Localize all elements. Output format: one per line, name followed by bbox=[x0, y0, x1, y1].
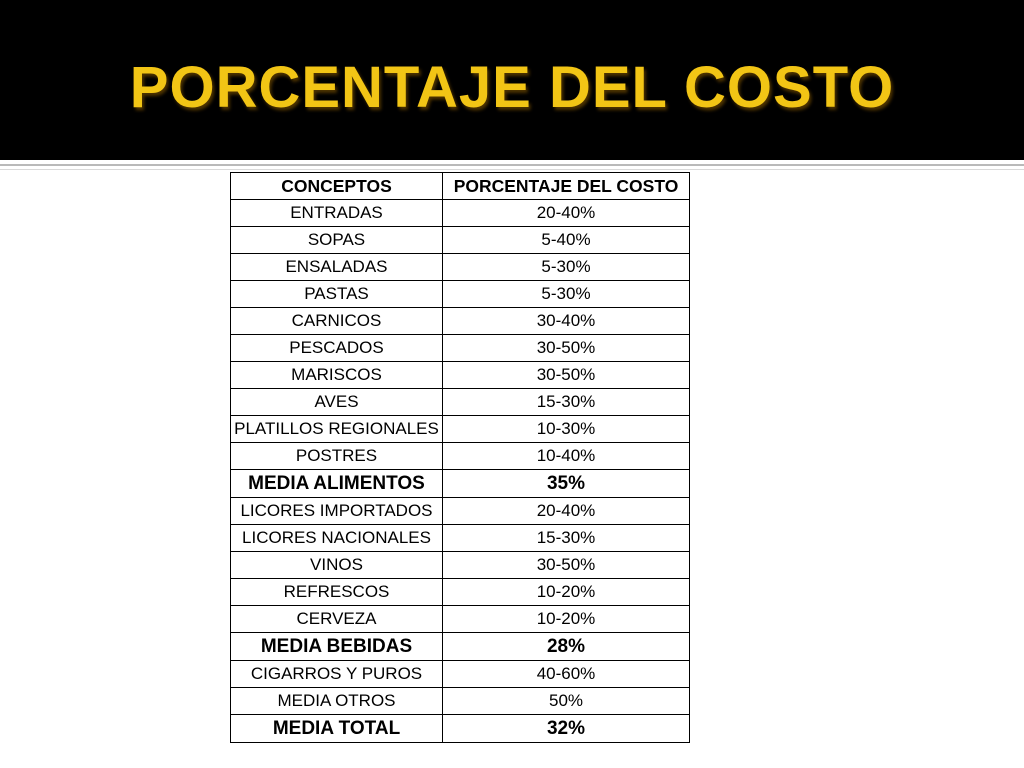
table-row bbox=[231, 389, 690, 416]
table-row bbox=[231, 525, 690, 552]
concept-cell: LICORES NACIONALES bbox=[231, 525, 443, 552]
concept-cell: CIGARROS Y PUROS bbox=[231, 661, 443, 688]
concept-cell: CARNICOS bbox=[231, 308, 443, 335]
percent-cell: 20-40% bbox=[443, 498, 690, 525]
percent-cell: 5-40% bbox=[443, 227, 690, 254]
separator-line bbox=[0, 164, 1024, 166]
table-row bbox=[231, 443, 690, 470]
percent-cell: 28% bbox=[443, 633, 690, 661]
table-row bbox=[231, 200, 690, 227]
table-row bbox=[231, 579, 690, 606]
concept-cell: LICORES IMPORTADOS bbox=[231, 498, 443, 525]
header-concepts: CONCEPTOS bbox=[231, 173, 443, 200]
percent-cell: 50% bbox=[443, 688, 690, 715]
table-row bbox=[231, 688, 690, 715]
percent-cell: 5-30% bbox=[443, 254, 690, 281]
percent-cell: 10-40% bbox=[443, 443, 690, 470]
table-header-row bbox=[231, 173, 690, 200]
summary-row bbox=[231, 633, 690, 661]
slide-title: PORCENTAJE DEL COSTO bbox=[129, 55, 895, 120]
summary-row bbox=[231, 715, 690, 743]
concept-cell: CERVEZA bbox=[231, 606, 443, 633]
percent-cell: 30-50% bbox=[443, 362, 690, 389]
table-row bbox=[231, 308, 690, 335]
table-row bbox=[231, 606, 690, 633]
percent-cell: 10-20% bbox=[443, 579, 690, 606]
table-row bbox=[231, 552, 690, 579]
concept-cell: PESCADOS bbox=[231, 335, 443, 362]
concept-cell: PLATILLOS REGIONALES bbox=[231, 416, 443, 443]
percent-cell: 32% bbox=[443, 715, 690, 743]
concept-cell: MEDIA TOTAL bbox=[231, 715, 443, 743]
concept-cell: ENTRADAS bbox=[231, 200, 443, 227]
table-row bbox=[231, 362, 690, 389]
table-row bbox=[231, 227, 690, 254]
concept-cell: POSTRES bbox=[231, 443, 443, 470]
cost-percentage-table bbox=[230, 172, 690, 743]
header-cost-percentage: PORCENTAJE DEL COSTO bbox=[443, 173, 690, 200]
table-row bbox=[231, 661, 690, 688]
table-row bbox=[231, 335, 690, 362]
concept-cell: MEDIA ALIMENTOS bbox=[231, 470, 443, 498]
percent-cell: 30-50% bbox=[443, 552, 690, 579]
table-body bbox=[231, 200, 690, 743]
percent-cell: 20-40% bbox=[443, 200, 690, 227]
percent-cell: 35% bbox=[443, 470, 690, 498]
percent-cell: 30-40% bbox=[443, 308, 690, 335]
concept-cell: REFRESCOS bbox=[231, 579, 443, 606]
concept-cell: MARISCOS bbox=[231, 362, 443, 389]
table-row bbox=[231, 281, 690, 308]
concept-cell: SOPAS bbox=[231, 227, 443, 254]
percent-cell: 40-60% bbox=[443, 661, 690, 688]
separator-line-thin bbox=[0, 169, 1024, 170]
percent-cell: 10-20% bbox=[443, 606, 690, 633]
concept-cell: PASTAS bbox=[231, 281, 443, 308]
table-row bbox=[231, 416, 690, 443]
percent-cell: 15-30% bbox=[443, 525, 690, 552]
concept-cell: AVES bbox=[231, 389, 443, 416]
percent-cell: 10-30% bbox=[443, 416, 690, 443]
percent-cell: 15-30% bbox=[443, 389, 690, 416]
concept-cell: ENSALADAS bbox=[231, 254, 443, 281]
table-row bbox=[231, 254, 690, 281]
concept-cell: MEDIA BEBIDAS bbox=[231, 633, 443, 661]
concept-cell: MEDIA OTROS bbox=[231, 688, 443, 715]
concept-cell: VINOS bbox=[231, 552, 443, 579]
table-row bbox=[231, 498, 690, 525]
percent-cell: 30-50% bbox=[443, 335, 690, 362]
summary-row bbox=[231, 470, 690, 498]
percent-cell: 5-30% bbox=[443, 281, 690, 308]
